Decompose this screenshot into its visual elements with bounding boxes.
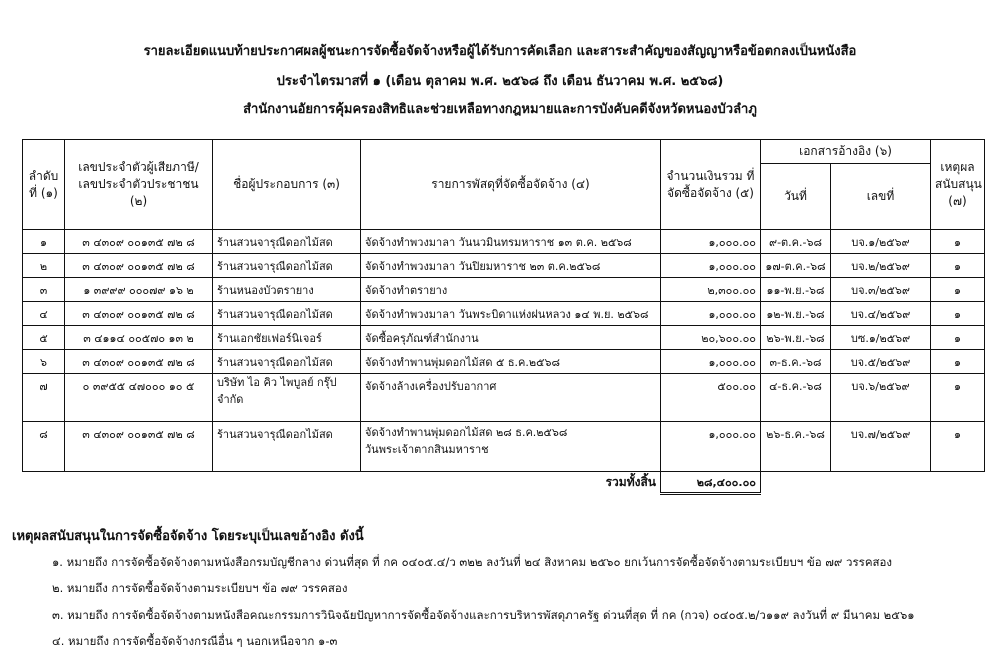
cell-taxid: ๑ ๓๙๙๙ ๐๐๐๗๙ ๑๖ ๒ bbox=[65, 278, 213, 302]
note-2: ๒. หมายถึง การจัดซื้อจัดจ้างตามระเบียบฯ ข้อ ๗๙ วรรคสอง bbox=[52, 581, 348, 595]
cell-ref: บจ.๗/๒๕๖๙ bbox=[831, 422, 931, 472]
table-row bbox=[23, 302, 985, 326]
cell-item: จัดจ้างทำพวงมาลา วันนวมินทรมหาราช ๑๓ ต.ค. ๒๕๖๘ bbox=[361, 230, 661, 254]
cell-amount: ๑,๐๐๐.๐๐ bbox=[661, 302, 761, 326]
cell-item: จัดจ้างทำพวงมาลา วันปิยมหาราช ๒๓ ต.ค.๒๕๖๘ bbox=[361, 254, 661, 278]
cell-ref: บจ.๕/๒๕๖๙ bbox=[831, 350, 931, 374]
total-amount: ๒๘,๔๐๐.๐๐ bbox=[661, 472, 761, 494]
cell-no: ๓ bbox=[23, 278, 65, 302]
table-row bbox=[23, 350, 985, 374]
cell-taxid: ๓ ๔๓๐๙ ๐๐๑๓๕ ๗๒ ๘ bbox=[65, 350, 213, 374]
cell-ref: บจ.๑/๒๕๖๙ bbox=[831, 230, 931, 254]
header-col-reference: เอกสารอ้างอิง (๖) bbox=[761, 140, 931, 164]
cell-no: ๑ bbox=[23, 230, 65, 254]
cell-date: ๑๑-พ.ย.-๖๘ bbox=[761, 278, 831, 302]
procurement-table bbox=[22, 139, 985, 495]
header-col-taxid: เลขประจำตัวผู้เสียภาษี/ เลขประจำตัวประชาชน (๒) bbox=[65, 140, 213, 230]
total-label: รวมทั้งสิ้น bbox=[605, 475, 656, 490]
doc-title-line3: สำนักงานอัยการคุ้มครองสิทธิและช่วยเหลือทางกฎหมายและการบังคับคดีจังหวัดหนองบัวลำภู bbox=[243, 102, 757, 117]
cell-item: จัดจ้างล้างเครื่องปรับอากาศ bbox=[361, 374, 661, 422]
cell-ref: บจ.๒/๒๕๖๙ bbox=[831, 254, 931, 278]
cell-vendor: บริษัท ไอ คิว ไพบูลย์ กรุ๊ป จำกัด bbox=[213, 374, 361, 422]
cell-item: จัดจ้างทำพานพุ่มดอกไม้สด ๕ ธ.ค.๒๕๖๘ bbox=[361, 350, 661, 374]
cell-no: ๕ bbox=[23, 326, 65, 350]
cell-item: จัดจ้างทำพานพุ่มดอกไม้สด ๒๘ ธ.ค.๒๕๖๘ วันพระเจ้าตากสินมหาราช bbox=[361, 422, 661, 472]
note-4: ๔. หมายถึง การจัดซื้อจัดจ้างกรณีอื่น ๆ นอกเหนือจาก ๑-๓ bbox=[52, 634, 338, 648]
cell-taxid: ๐ ๓๙๕๕ ๔๗๐๐๐ ๑๐ ๕ bbox=[65, 374, 213, 422]
cell-vendor: ร้านสวนจารุณีดอกไม้สด bbox=[213, 254, 361, 278]
total-row bbox=[23, 472, 985, 494]
cell-amount: ๑,๐๐๐.๐๐ bbox=[661, 254, 761, 278]
table-row bbox=[23, 422, 985, 472]
notes-title: เหตุผลสนับสนุนในการจัดซื้อจัดจ้าง โดยระบุเป็นเลขอ้างอิง ดังนี้ bbox=[12, 529, 364, 544]
cell-taxid: ๓ ๔๑๑๔ ๐๐๕๗๐ ๑๓ ๒ bbox=[65, 326, 213, 350]
cell-amount: ๒๐,๖๐๐.๐๐ bbox=[661, 326, 761, 350]
cell-item: จัดซื้อครุภัณฑ์สำนักงาน bbox=[361, 326, 661, 350]
cell-item: จัดจ้างทำตรายาง bbox=[361, 278, 661, 302]
table-row bbox=[23, 254, 985, 278]
header-col-date: วันที่ bbox=[761, 164, 831, 230]
cell-date: ๒๖-ธ.ค.-๖๘ bbox=[761, 422, 831, 472]
cell-no: ๘ bbox=[23, 422, 65, 472]
cell-no: ๖ bbox=[23, 350, 65, 374]
cell-date: ๓-ธ.ค.-๖๘ bbox=[761, 350, 831, 374]
cell-ref: บจ.๓/๒๕๖๙ bbox=[831, 278, 931, 302]
cell-vendor: ร้านสวนจารุณีดอกไม้สด bbox=[213, 422, 361, 472]
cell-vendor: ร้านหนองบัวตรายาง bbox=[213, 278, 361, 302]
table-row bbox=[23, 326, 985, 350]
doc-title-line2: ประจำไตรมาสที่ ๑ (เดือน ตุลาคม พ.ศ. ๒๕๖๘ ถึง เดือน ธันวาคม พ.ศ. ๒๕๖๘) bbox=[276, 74, 724, 89]
cell-vendor: ร้านสวนจารุณีดอกไม้สด bbox=[213, 302, 361, 326]
cell-date: ๑๒-พ.ย.-๖๘ bbox=[761, 302, 831, 326]
cell-reason: ๑ bbox=[931, 254, 985, 278]
cell-date: ๙-ต.ค.-๖๘ bbox=[761, 230, 831, 254]
cell-reason: ๑ bbox=[931, 278, 985, 302]
cell-ref: บจ.๔/๒๕๖๙ bbox=[831, 302, 931, 326]
cell-taxid: ๓ ๔๓๐๙ ๐๐๑๓๕ ๗๒ ๘ bbox=[65, 302, 213, 326]
header-col-item: รายการพัสดุที่จัดซื้อจัดจ้าง (๔) bbox=[361, 140, 661, 230]
cell-taxid: ๓ ๔๓๐๙ ๐๐๑๓๕ ๗๒ ๘ bbox=[65, 230, 213, 254]
cell-no: ๒ bbox=[23, 254, 65, 278]
cell-date: ๒๖-พ.ย.-๖๘ bbox=[761, 326, 831, 350]
cell-amount: ๑,๐๐๐.๐๐ bbox=[661, 230, 761, 254]
cell-reason: ๑ bbox=[931, 302, 985, 326]
note-1: ๑. หมายถึง การจัดซื้อจัดจ้างตามหนังสือกรมบัญชีกลาง ด่วนที่สุด ที่ กค ๐๔๐๕.๔/ว ๓๒๒ ลงวันที่ ๒๔ สิงหาคม ๒๕๖๐ ยกเว้นการจัดซื้อจัดจ้างตามระเบียบฯ ข้อ ๗๙ วรรคสอง bbox=[52, 555, 893, 569]
cell-taxid: ๓ ๔๓๐๙ ๐๐๑๓๕ ๗๒ ๘ bbox=[65, 422, 213, 472]
cell-amount: ๕๐๐.๐๐ bbox=[661, 374, 761, 422]
doc-title-line1: รายละเอียดแนบท้ายประกาศผลผู้ชนะการจัดซื้อจัดจ้างหรือผู้ได้รับการคัดเลือก และสาระสำคัญของสัญญาหรือข้อตกลงเป็นหนังสือ bbox=[143, 44, 857, 59]
header-col-refno: เลขที่ bbox=[831, 164, 931, 230]
cell-reason: ๑ bbox=[931, 374, 985, 422]
table-row bbox=[23, 374, 985, 422]
cell-amount: ๑,๐๐๐.๐๐ bbox=[661, 350, 761, 374]
cell-item: จัดจ้างทำพวงมาลา วันพระบิดาแห่งฝนหลวง ๑๔ พ.ย. ๒๕๖๘ bbox=[361, 302, 661, 326]
cell-taxid: ๓ ๔๓๐๙ ๐๐๑๓๕ ๗๒ ๘ bbox=[65, 254, 213, 278]
cell-amount: ๑,๐๐๐.๐๐ bbox=[661, 422, 761, 472]
header-col-no: ลำดับ ที่ (๑) bbox=[23, 140, 65, 230]
cell-reason: ๑ bbox=[931, 350, 985, 374]
cell-vendor: ร้านเอกชัยเฟอร์นิเจอร์ bbox=[213, 326, 361, 350]
cell-reason: ๑ bbox=[931, 422, 985, 472]
header-col-amount: จำนวนเงินรวม ที่จัดซื้อจัดจ้าง (๕) bbox=[661, 140, 761, 230]
cell-no: ๔ bbox=[23, 302, 65, 326]
cell-vendor: ร้านสวนจารุณีดอกไม้สด bbox=[213, 230, 361, 254]
header-col-reason: เหตุผล สนับสนุน (๗) bbox=[931, 140, 985, 230]
cell-vendor: ร้านสวนจารุณีดอกไม้สด bbox=[213, 350, 361, 374]
cell-reason: ๑ bbox=[931, 326, 985, 350]
note-3: ๓. หมายถึง การจัดซื้อจัดจ้างตามหนังสือคณะกรรมการวินิจฉัยปัญหาการจัดซื้อจัดจ้างและการบริหารพัสดุภาครัฐ ด่วนที่สุด ที่ กค (กวจ) ๐๔๐๕.๒/ว๑๑๙ ลงวันที่ ๙ มีนาคม ๒๕๖๑ bbox=[52, 608, 915, 622]
cell-no: ๗ bbox=[23, 374, 65, 422]
cell-amount: ๒,๓๐๐.๐๐ bbox=[661, 278, 761, 302]
table-row bbox=[23, 278, 985, 302]
header-col-vendor: ชื่อผู้ประกอบการ (๓) bbox=[213, 140, 361, 230]
cell-ref: บจ.๖/๒๕๖๙ bbox=[831, 374, 931, 422]
table-row bbox=[23, 230, 985, 254]
cell-reason: ๑ bbox=[931, 230, 985, 254]
cell-date: ๑๗-ต.ค.-๖๘ bbox=[761, 254, 831, 278]
cell-ref: บซ.๑/๒๕๖๙ bbox=[831, 326, 931, 350]
cell-date: ๔-ธ.ค.-๖๘ bbox=[761, 374, 831, 422]
